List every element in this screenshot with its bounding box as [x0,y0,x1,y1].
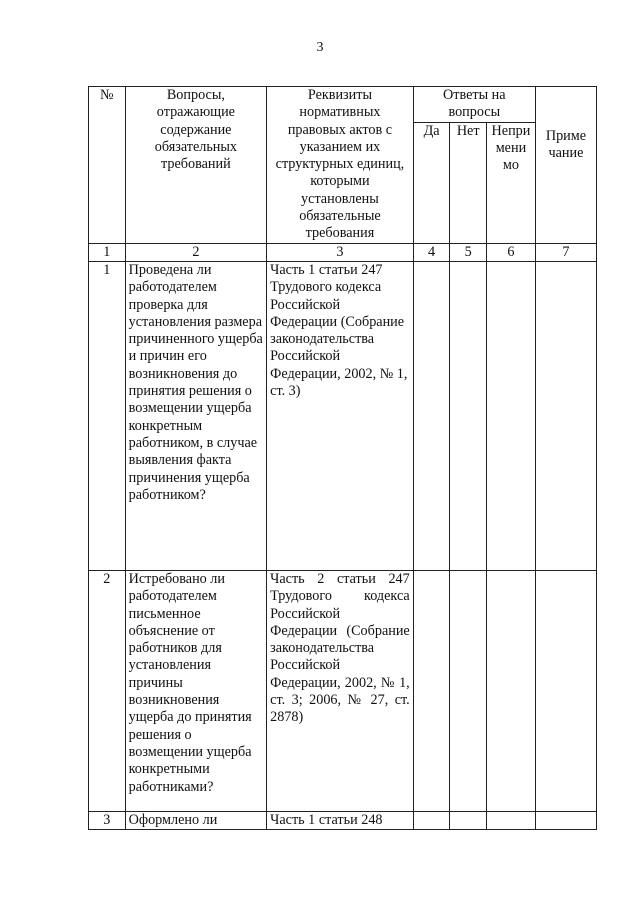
answer-not-applicable-cell [487,811,536,829]
table-row [89,261,597,570]
column-number: 1 [89,243,126,261]
row-number: 1 [89,261,126,570]
row-question: Оформлено ли [125,811,267,829]
row-requisite: Часть 2 статьи 247 Трудового кодекса Российской Федерации (Собрание законодательства Российской Федерации, 2002, № 1, ст. 3; 2006, № 27, ст. 2878) [267,570,414,811]
note-cell [535,811,596,829]
page-number: 3 [316,40,324,55]
header-no-answer: Нет [450,122,487,243]
requirements-table [88,86,597,830]
column-number: 7 [535,243,596,261]
header-row [89,87,597,123]
column-number: 2 [125,243,267,261]
answer-not-applicable-cell [487,570,536,811]
answer-yes-cell [413,261,450,570]
answer-not-applicable-cell [487,261,536,570]
header-questions: Вопросы, отражающие содержание обязательных требований [125,87,267,244]
row-question: Проведена ли работодателем проверка для установления размера причиненного ущерба и причин его возникновения до принятия решения о возмещении ущерба конкретным работником, в случае выявления факта причинения ущерба работником? [125,261,267,570]
column-number: 4 [413,243,450,261]
note-cell [535,261,596,570]
row-question: Истребовано ли работодателем письменное объяснение от работников для установления причины возникновения ущерба до принятия решения о возмещении ущерба конкретными работниками? [125,570,267,811]
header-requisites: Реквизиты нормативных правовых актов с указанием их структурных единиц, которыми установлены обязательные требования [267,87,414,244]
column-number: 5 [450,243,487,261]
row-requisite: Часть 1 статьи 248 [267,811,414,829]
header-note: Приме чание [535,87,596,244]
header-yes: Да [413,122,450,243]
table-row [89,811,597,829]
row-requisite: Часть 1 статьи 247 Трудового кодекса Российской Федерации (Собрание законодательства Российской Федерации, 2002, № 1, ст. 3) [267,261,414,570]
row-number: 3 [89,811,126,829]
answer-no-cell [450,261,487,570]
header-not-applicable: Непри мени мо [487,122,536,243]
column-numbers-row [89,243,597,261]
answer-no-cell [450,811,487,829]
header-answers: Ответы на вопросы [413,87,535,123]
answer-yes-cell [413,570,450,811]
row-number: 2 [89,570,126,811]
column-number: 6 [487,243,536,261]
table-row [89,570,597,811]
answer-no-cell [450,570,487,811]
column-number: 3 [267,243,414,261]
header-no: № [89,87,126,244]
note-cell [535,570,596,811]
answer-yes-cell [413,811,450,829]
